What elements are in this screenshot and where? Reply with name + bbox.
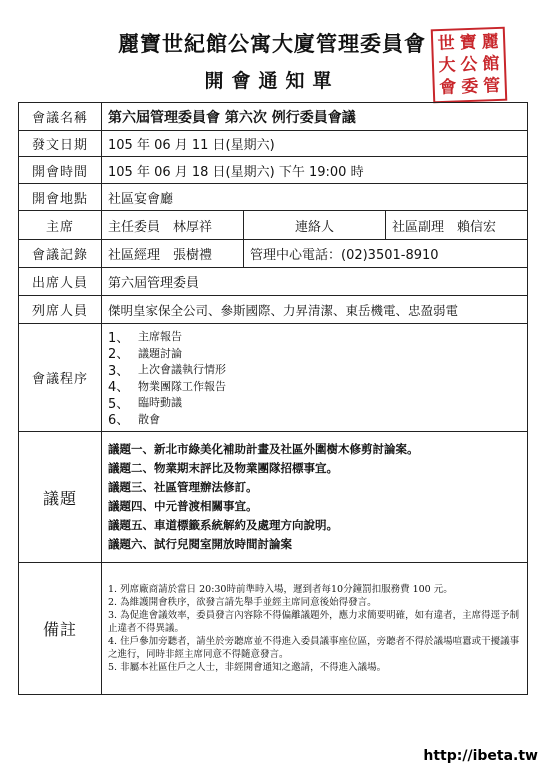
seal-char: 委 — [460, 76, 479, 97]
seal-char: 世 — [437, 32, 456, 54]
list-item: 4. 住戶參加旁聽者，請坐於旁聽席並不得進入委員議事座位區，旁聽者不得於議場喧囂或干擾議事之進行，同時非經主席同意不得隨意發言。 — [108, 636, 520, 660]
value-chair: 主任委員 林厚祥 — [102, 211, 244, 240]
row-observers — [19, 296, 528, 324]
value-observers: 傑明皇家保全公司、參斯國際、力昇清潔、東岳機電、忠盈弱電 — [102, 296, 528, 324]
topic-list — [108, 440, 521, 554]
label-meeting-time: 開會時間 — [19, 157, 102, 184]
list-item — [108, 378, 521, 395]
agenda-text: 散會 — [138, 412, 160, 426]
agenda-text: 物業團隊工作報告 — [138, 379, 226, 393]
agenda-list — [108, 328, 521, 427]
label-remarks: 備註 — [19, 563, 102, 695]
value-issue-date: 105 年 06 月 11 日(星期六) — [102, 131, 528, 157]
value-contact: 社區副理 賴信宏 — [386, 211, 528, 240]
topics-cell — [102, 432, 528, 563]
value-center-phone: 管理中心電話：(02)3501-8910 — [244, 240, 528, 268]
list-item: 議題一、新北市綠美化補助計畫及社區外圍樹木修剪討論案。 — [108, 442, 419, 456]
label-meeting-place: 開會地點 — [19, 184, 102, 211]
remarks-list — [108, 583, 521, 674]
row-issue-date — [19, 131, 528, 157]
row-topics — [19, 432, 528, 563]
row-meeting-time — [19, 157, 528, 184]
agenda-text: 上次會議執行情形 — [138, 363, 226, 377]
list-item: 5. 非屬本社區住戶之人士，非經開會通知之邀請，不得進入議場。 — [108, 662, 387, 673]
list-item: 議題二、物業期末評比及物業團隊招標事宜。 — [108, 461, 338, 475]
seal-char: 公 — [460, 54, 478, 75]
label-agenda: 會議程序 — [19, 324, 102, 432]
label-chair: 主席 — [19, 211, 102, 240]
list-item: 議題六、試行兒閱室開放時間討論案 — [108, 537, 292, 551]
seal-char: 會 — [438, 76, 457, 98]
label-meeting-name: 會議名稱 — [19, 103, 102, 131]
row-recorder — [19, 240, 528, 268]
list-item: 議題五、車道標籤系統解約及處理方向說明。 — [108, 518, 338, 532]
list-item — [108, 328, 521, 345]
seal-char: 寶 — [459, 32, 478, 53]
list-item: 議題三、社區管理辦法修訂。 — [108, 480, 258, 494]
list-item: 議題四、中元普渡相關事宜。 — [108, 499, 258, 513]
label-attendees: 出席人員 — [19, 268, 102, 296]
list-item: 3. 為促進會議效率，委員發言內容除不得偏離議題外，應力求簡要明確，如有違者，主席得逕予制止違者不得異議。 — [108, 610, 520, 634]
row-agenda — [19, 324, 528, 432]
seal-char: 館 — [482, 53, 500, 75]
remarks-cell — [102, 563, 528, 695]
label-recorder: 會議記錄 — [19, 240, 102, 268]
row-remarks — [19, 563, 528, 695]
agenda-text: 臨時動議 — [138, 396, 182, 410]
seal-char: 大 — [438, 54, 456, 76]
seal-char: 麗 — [481, 31, 500, 53]
document-title: 麗寶世紀館公寓大廈管理委員會 — [118, 31, 426, 56]
list-item — [108, 411, 521, 428]
value-recorder: 社區經理 張樹禮 — [102, 240, 244, 268]
agenda-cell — [102, 324, 528, 432]
row-chair — [19, 211, 528, 240]
seal-char: 管 — [482, 75, 501, 97]
row-meeting-name — [19, 103, 528, 131]
value-meeting-name: 第六屆管理委員會 第六次 例行委員會議 — [102, 103, 528, 131]
value-attendees: 第六屆管理委員 — [102, 268, 528, 296]
committee-seal — [431, 27, 508, 104]
document-subtitle: 開會通知單 — [204, 70, 340, 92]
agenda-text: 主席報告 — [138, 330, 182, 344]
value-meeting-time: 105 年 06 月 18 日(星期六) 下午 19:00 時 — [102, 157, 528, 184]
agenda-num: 5、 — [108, 396, 130, 412]
row-meeting-place — [19, 184, 528, 211]
label-contact: 連絡人 — [244, 211, 386, 240]
list-item — [108, 394, 521, 411]
site-watermark: http://ibeta.tw — [423, 748, 538, 764]
agenda-num: 3、 — [108, 363, 130, 379]
list-item — [108, 345, 521, 362]
row-attendees — [19, 268, 528, 296]
agenda-num: 1、 — [108, 330, 130, 346]
agenda-text: 議題討論 — [138, 346, 182, 360]
agenda-num: 2、 — [108, 347, 130, 363]
label-observers: 列席人員 — [19, 296, 102, 324]
meeting-notice-table — [18, 102, 528, 695]
agenda-num: 4、 — [108, 380, 130, 396]
label-topics: 議題 — [19, 432, 102, 563]
list-item: 2. 為維護開會秩序，欲發言請先舉手並經主席同意後始得發言。 — [108, 597, 377, 608]
value-meeting-place: 社區宴會廳 — [102, 184, 528, 211]
list-item — [108, 361, 521, 378]
agenda-num: 6、 — [108, 413, 130, 429]
list-item: 1. 列席廠商請於當日 20:30時前準時入場，遲到者每10分鐘罰扣服務費 100 元。 — [108, 584, 453, 595]
label-issue-date: 發文日期 — [19, 131, 102, 157]
